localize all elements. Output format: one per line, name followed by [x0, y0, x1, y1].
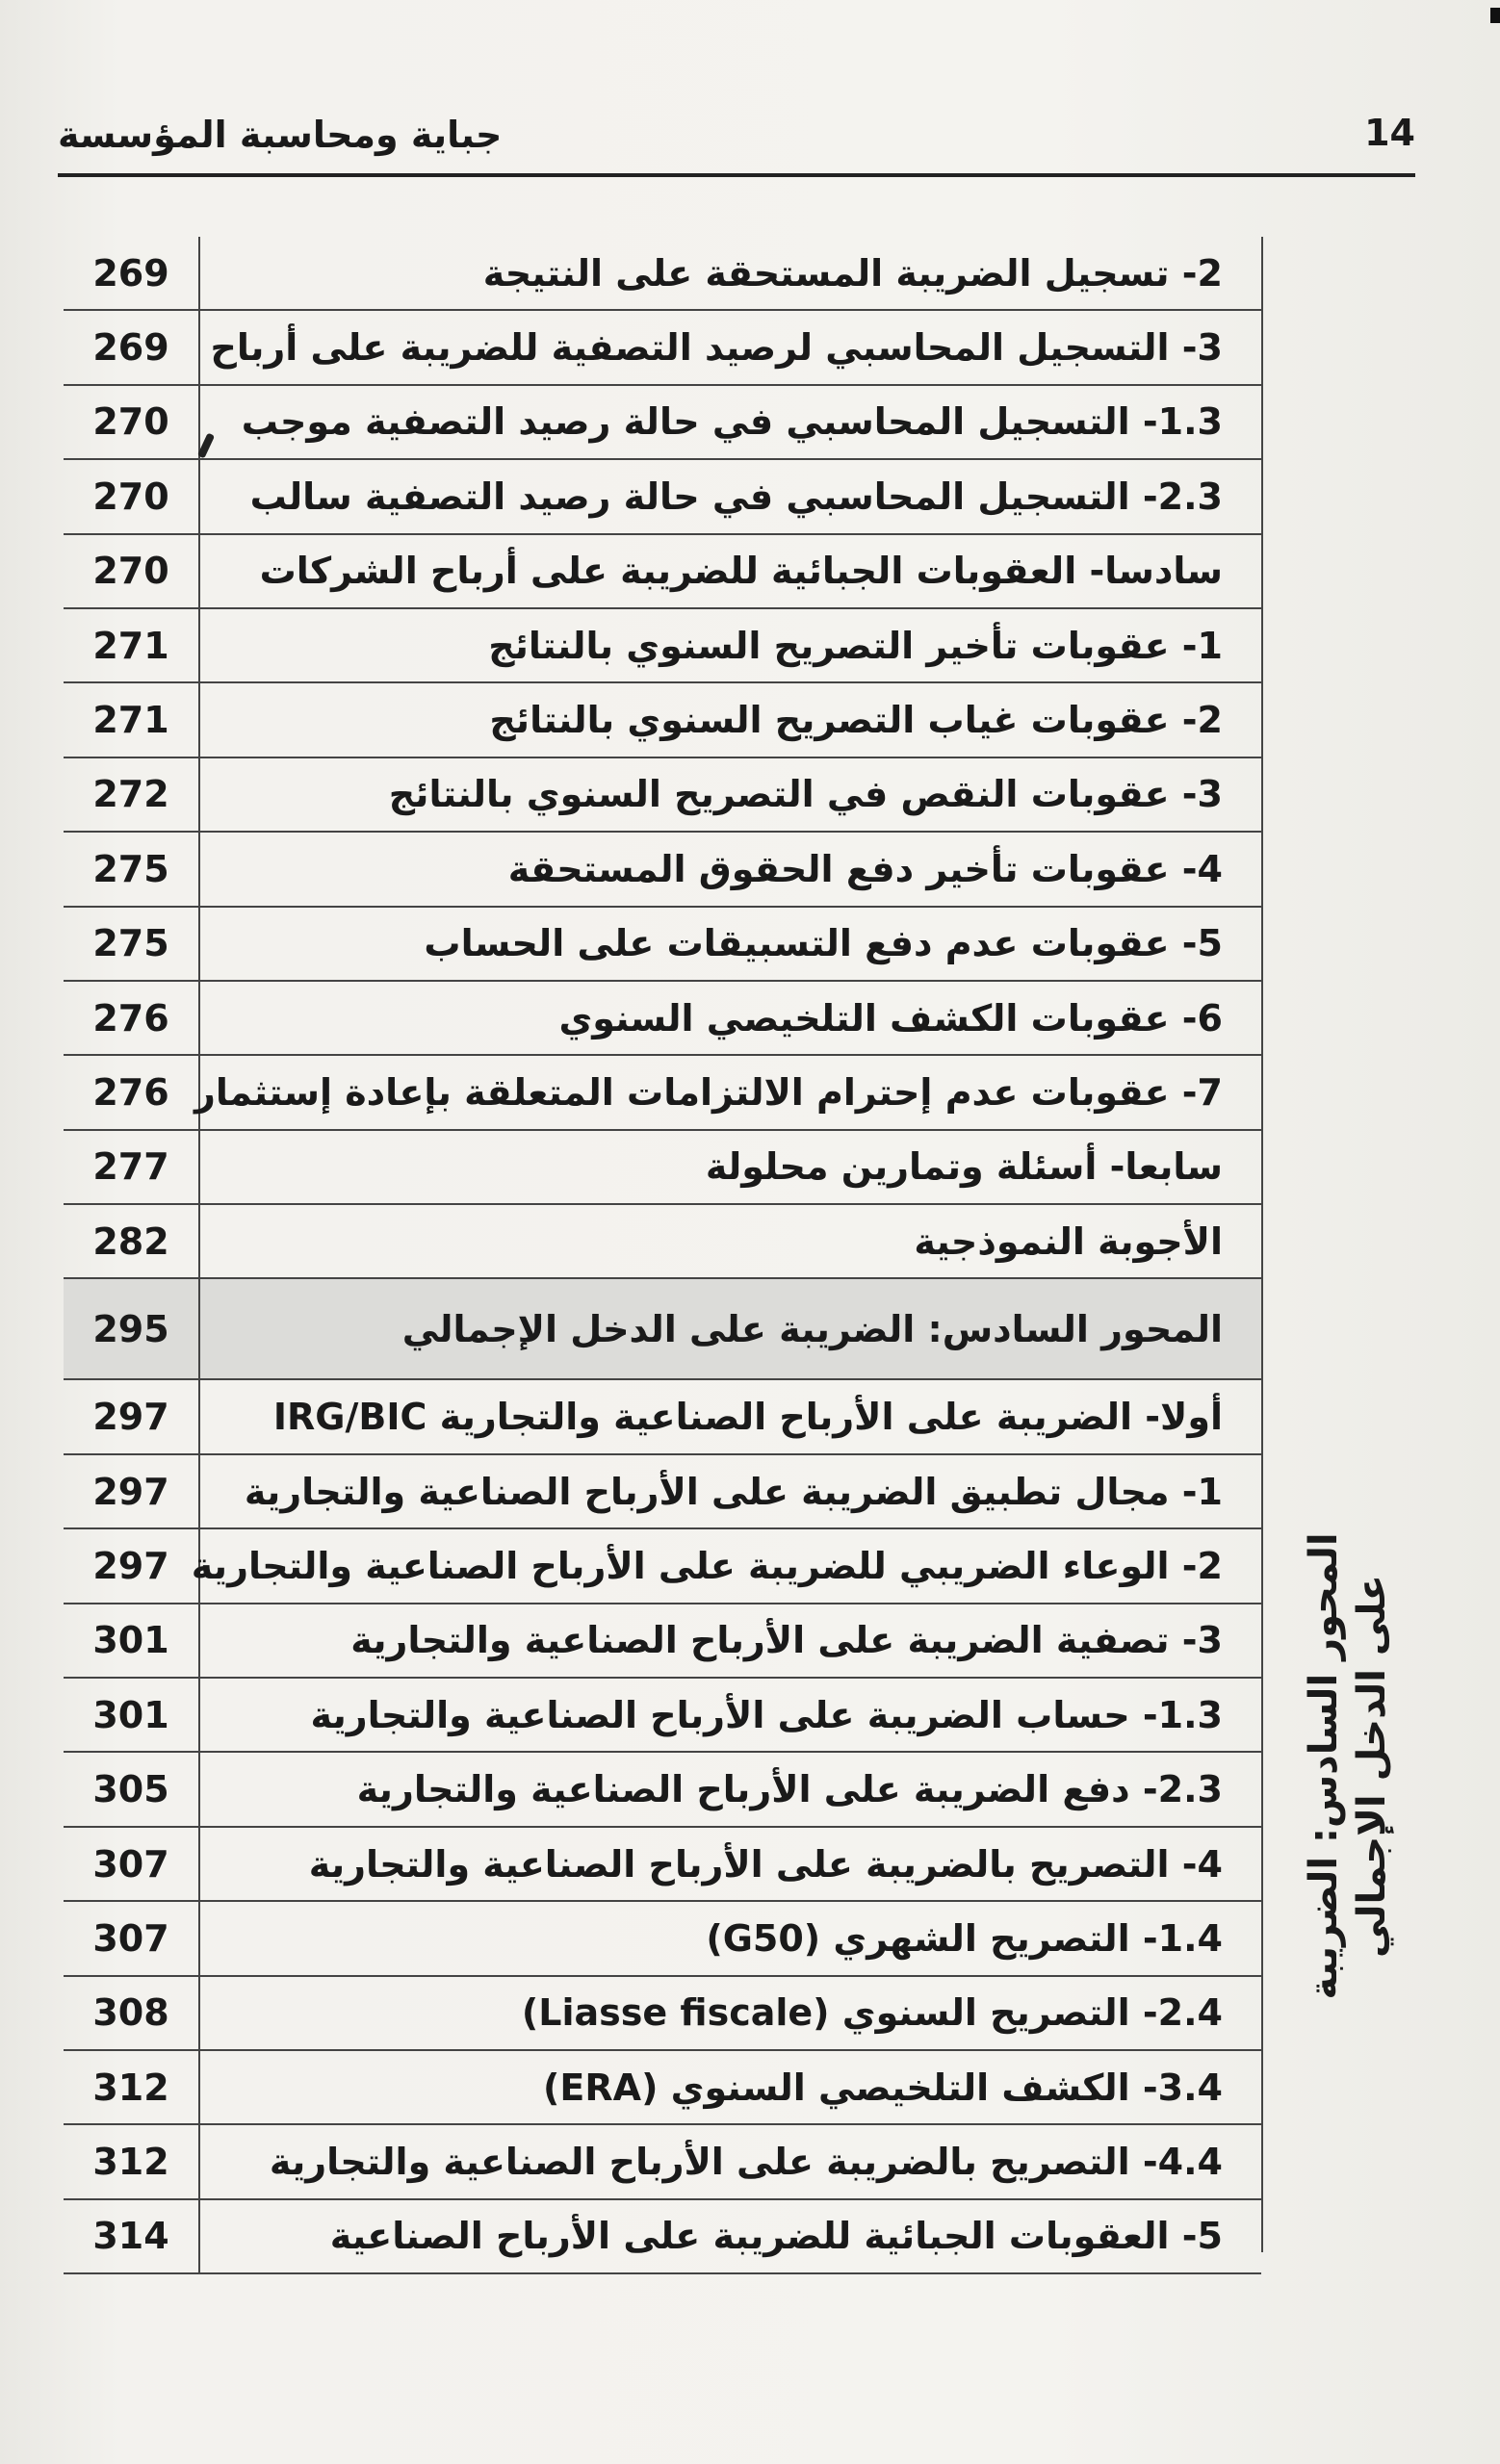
toc-entry-title: 2- عقوبات غياب التصريح السنوي بالنتائج [489, 699, 1223, 742]
toc-row [64, 386, 1261, 460]
toc-entry-title: 5- عقوبات عدم دفع التسبيقات على الحساب [424, 922, 1223, 965]
toc-page-number: 276 [64, 982, 200, 1054]
toc-row [64, 1977, 1261, 2051]
toc-row [64, 1828, 1261, 1902]
toc-row [64, 683, 1261, 757]
page-number: 14 [1364, 112, 1415, 154]
toc-row [64, 758, 1261, 833]
toc-page-number: 271 [64, 683, 200, 756]
toc-entry-title: 1.3- التسجيل المحاسبي في حالة رصيد التصفية موجب [241, 400, 1223, 444]
toc-page-number: 308 [64, 1977, 200, 2049]
toc-entry-title: 2.3- التسجيل المحاسبي في حالة رصيد التصفية سالب [249, 475, 1223, 518]
toc-entry-title: 6- عقوبات الكشف التلخيصي السنوي [558, 996, 1223, 1040]
toc-entry-title: 2- تسجيل الضريبة المستحقة على النتيجة [482, 251, 1223, 295]
table-of-contents [64, 237, 1261, 2274]
toc-entry-title: 4- عقوبات تأخير دفع الحقوق المستحقة [507, 847, 1223, 890]
toc-row [64, 609, 1261, 683]
toc-row [64, 1455, 1261, 1529]
toc-row [64, 1380, 1261, 1454]
toc-entry-title: 4.4- التصريح بالضريبة على الأرباح الصناعية والتجارية [269, 2141, 1223, 2184]
toc-page-number: 297 [64, 1529, 200, 1602]
toc-page-number: 307 [64, 1828, 200, 1900]
toc-page-number: 271 [64, 609, 200, 681]
toc-page-number: 297 [64, 1380, 200, 1452]
corner-mark [1490, 8, 1500, 23]
toc-row [64, 1604, 1261, 1679]
toc-row [64, 2200, 1261, 2274]
toc-page-number: 312 [64, 2051, 200, 2123]
toc-entry-title: 3- عقوبات النقص في التصريح السنوي بالنتائج [388, 773, 1223, 816]
toc-entry-title: المحور السادس: الضريبة على الدخل الإجمالي [401, 1307, 1223, 1350]
toc-page-number: 270 [64, 460, 200, 532]
toc-page-number: 272 [64, 758, 200, 831]
toc-entry-title: 1.4- التصريح الشهري (G50) [706, 1916, 1223, 1960]
toc-entry-title: 3- تصفية الضريبة على الأرباح الصناعية والتجارية [350, 1619, 1223, 1662]
toc-row [64, 2125, 1261, 2199]
toc-page-number: 282 [64, 1205, 200, 1277]
toc-page-number: 270 [64, 535, 200, 607]
toc-row [64, 1902, 1261, 1976]
chapter-side-tab-label: المحور السادس: الضريبة على الدخل الإجمالي [1302, 1532, 1394, 2000]
toc-row [64, 1529, 1261, 1604]
toc-row [64, 237, 1261, 311]
toc-row [64, 833, 1261, 907]
toc-entry-title: 4- التصريح بالضريبة على الأرباح الصناعية والتجارية [308, 1842, 1223, 1886]
toc-page-number: 307 [64, 1902, 200, 1974]
toc-entry-title: 2.4- التصريح السنوي (Liasse fiscale) [521, 1991, 1223, 2035]
toc-page-number: 297 [64, 1455, 200, 1527]
toc-entry-title: سادسا- العقوبات الجبائية للضريبة على أرباح الشركات [259, 550, 1223, 593]
toc-row [64, 1679, 1261, 1753]
toc-row [64, 311, 1261, 385]
toc-page-number: 314 [64, 2200, 200, 2272]
toc-entry-title: 3- التسجيل المحاسبي لرصيد التصفية للضريبة على أرباح [210, 326, 1223, 370]
toc-page-number: 305 [64, 1753, 200, 1825]
toc-page-number: 275 [64, 908, 200, 980]
toc-entry-title: 1.3- حساب الضريبة على الأرباح الصناعية والتجارية [310, 1693, 1223, 1736]
toc-entry-title: 7- عقوبات عدم إحترام الالتزامات المتعلقة بإعادة إستثمار [194, 1070, 1223, 1114]
toc-entry-title: 2- الوعاء الضريبي للضريبة على الأرباح الصناعية والتجارية [191, 1544, 1223, 1587]
toc-row [64, 1131, 1261, 1205]
toc-entry-title: 3.4- الكشف التلخيصي السنوي (ERA) [543, 2066, 1223, 2109]
running-header [58, 106, 1415, 177]
side-frame-divider [1261, 237, 1263, 2252]
toc-row [64, 535, 1261, 609]
toc-entry-title: الأجوبة النموذجية [914, 1219, 1223, 1263]
toc-entry-title: 1- مجال تطبيق الضريبة على الأرباح الصناعية والتجارية [244, 1470, 1223, 1513]
toc-row [64, 908, 1261, 982]
toc-row [64, 1056, 1261, 1130]
toc-page-number: 301 [64, 1679, 200, 1751]
toc-entry-title: 5- العقوبات الجبائية للضريبة على الأرباح الصناعية [329, 2215, 1223, 2258]
toc-entry-title: أولا- الضريبة على الأرباح الصناعية والتجارية IRG/BIC [272, 1396, 1223, 1439]
toc-page-number: 275 [64, 833, 200, 905]
toc-page-number: 269 [64, 311, 200, 383]
toc-entry-title: 2.3- دفع الضريبة على الأرباح الصناعية والتجارية [356, 1768, 1223, 1811]
toc-entry-title: سابعا- أسئلة وتمارين محلولة [705, 1145, 1223, 1189]
toc-chapter-row [64, 1279, 1261, 1380]
toc-page-number: 277 [64, 1131, 200, 1203]
toc-entry-title: 1- عقوبات تأخير التصريح السنوي بالنتائج [488, 624, 1223, 667]
toc-row [64, 982, 1261, 1056]
toc-page-number: 270 [64, 386, 200, 458]
book-title: جباية ومحاسبة المؤسسة [58, 114, 503, 156]
toc-row [64, 1753, 1261, 1827]
toc-page-number: 312 [64, 2125, 200, 2197]
toc-page-number: 301 [64, 1604, 200, 1677]
toc-page-number: 295 [64, 1279, 200, 1378]
toc-row [64, 1205, 1261, 1279]
toc-page-number: 276 [64, 1056, 200, 1128]
toc-row [64, 2051, 1261, 2125]
toc-page-number: 269 [64, 237, 200, 309]
toc-row [64, 460, 1261, 534]
chapter-side-tab [1280, 1487, 1415, 2045]
